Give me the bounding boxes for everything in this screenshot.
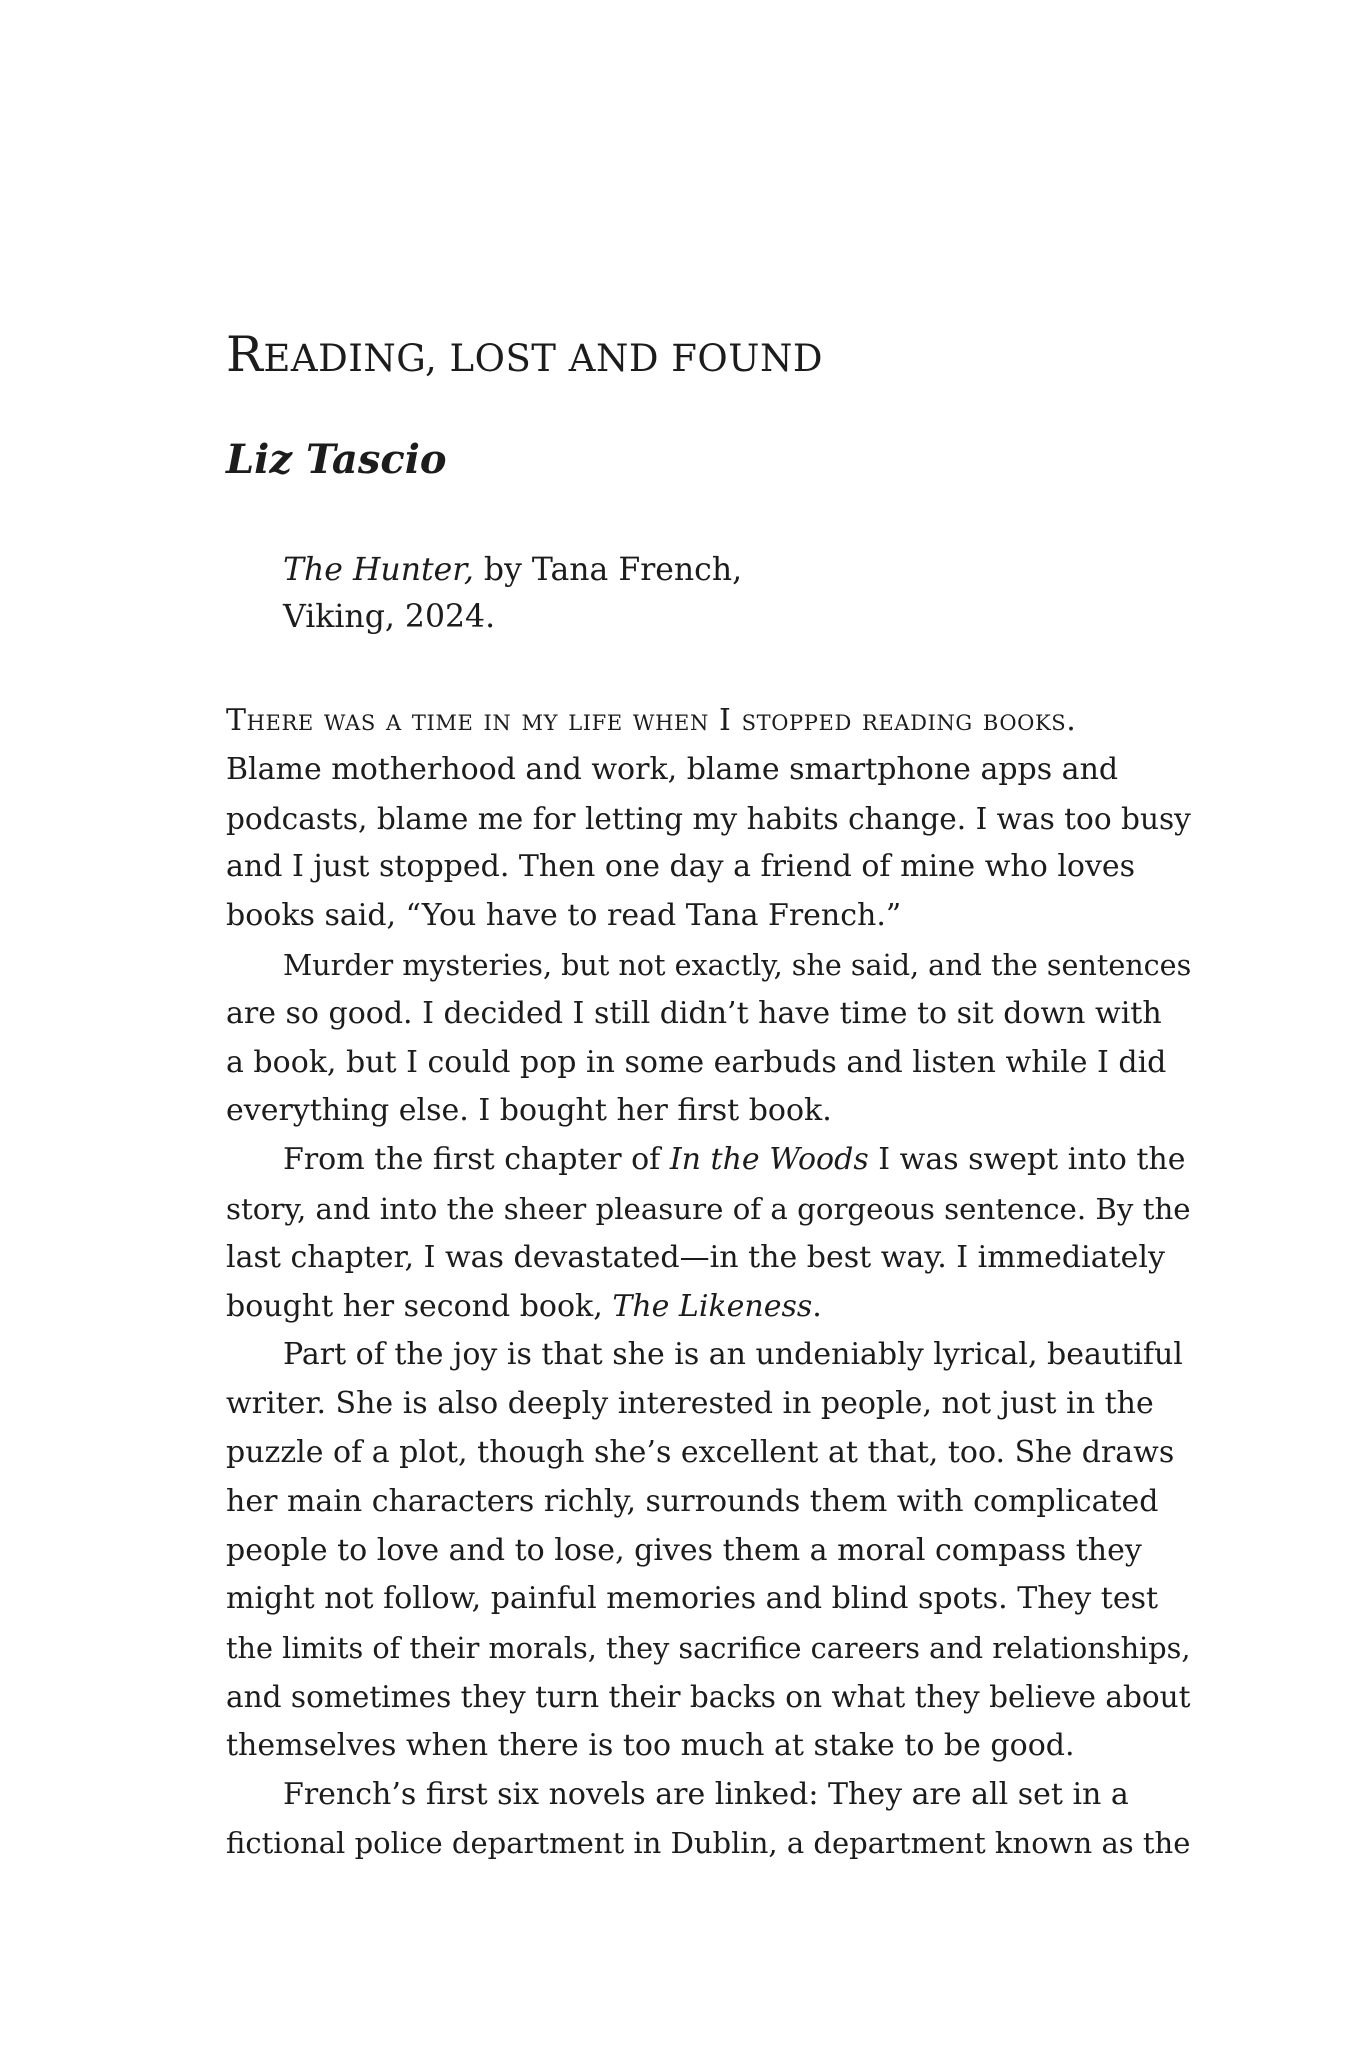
body-line: the limits of their morals, they sacrifice careers and relationships,	[226, 1631, 1191, 1666]
body-line: puzzle of a plot, though she’s excellent at that, too. She draws	[226, 1434, 1175, 1470]
essay-title	[226, 326, 823, 383]
body-line: everything else. I bought her first book.	[226, 1093, 832, 1129]
book-citation	[283, 547, 742, 641]
citation-line-1	[283, 547, 742, 594]
body-line	[226, 1136, 1186, 1185]
body-line: a book, but I could pop in some earbuds and listen while I did	[226, 1044, 1167, 1080]
body-line: themselves when there is too much at stake to be good.	[226, 1727, 1075, 1763]
cited-book-publisher: Viking, 2024.	[283, 599, 496, 635]
body-line: might not follow, painful memories and blind spots. They test	[226, 1581, 1159, 1617]
body-line: fictional police department in Dublin, a department known as the	[226, 1826, 1191, 1861]
body-line	[226, 697, 1186, 746]
essay-title-rest: EADING, LOST AND FOUND	[263, 337, 823, 380]
body-line: are so good. I decided I still didn’t have time to sit down with	[226, 995, 1162, 1031]
body-line: and I just stopped. Then one day a friend of mine who loves	[226, 849, 1136, 885]
body-line: Part of the joy is that she is an undeniably lyrical, beautiful	[283, 1337, 1183, 1373]
body-line: Murder mysteries, but not exactly, she said, and the sentences	[283, 947, 1192, 982]
cited-book-title: The Hunter,	[283, 552, 474, 588]
body-line: podcasts, blame me for letting my habits change. I was too busy	[226, 801, 1191, 836]
body-text: .	[812, 1288, 822, 1324]
body-line: and sometimes they turn their backs on what they believe about	[226, 1679, 1191, 1714]
essay-title-initial: R	[226, 326, 264, 383]
book-title-the-likeness: The Likeness	[612, 1288, 813, 1324]
body-line: writer. She is also deeply interested in people, not just in the	[226, 1386, 1154, 1422]
author-byline: Liz Tascio	[226, 436, 447, 483]
body-line	[226, 1283, 1186, 1332]
body-text: bought her second book,	[226, 1288, 613, 1324]
body-line: people to love and to lose, gives them a moral compass they	[226, 1532, 1142, 1568]
cited-book-author: by Tana French,	[473, 552, 743, 588]
body-line: her main characters richly, surrounds them with complicated	[226, 1483, 1159, 1519]
body-line: story, and into the sheer pleasure of a gorgeous sentence. By the	[226, 1191, 1191, 1226]
opening-small-caps: There was a time in my life when I stopped reading books.	[226, 703, 1077, 738]
body-line: Blame motherhood and work, blame smartphone apps and	[226, 751, 1119, 787]
body-line: last chapter, I was devastated—in the best way. I immediately	[226, 1239, 1165, 1275]
body-text: I was swept into the	[868, 1142, 1186, 1178]
essay-body	[226, 697, 1192, 1868]
body-line: French’s first six novels are linked: They are all set in a	[283, 1776, 1129, 1812]
body-line: books said, “You have to read Tana French.”	[226, 898, 902, 934]
body-text: From the first chapter of	[283, 1142, 670, 1178]
book-title-in-the-woods: In the Woods	[669, 1142, 869, 1178]
